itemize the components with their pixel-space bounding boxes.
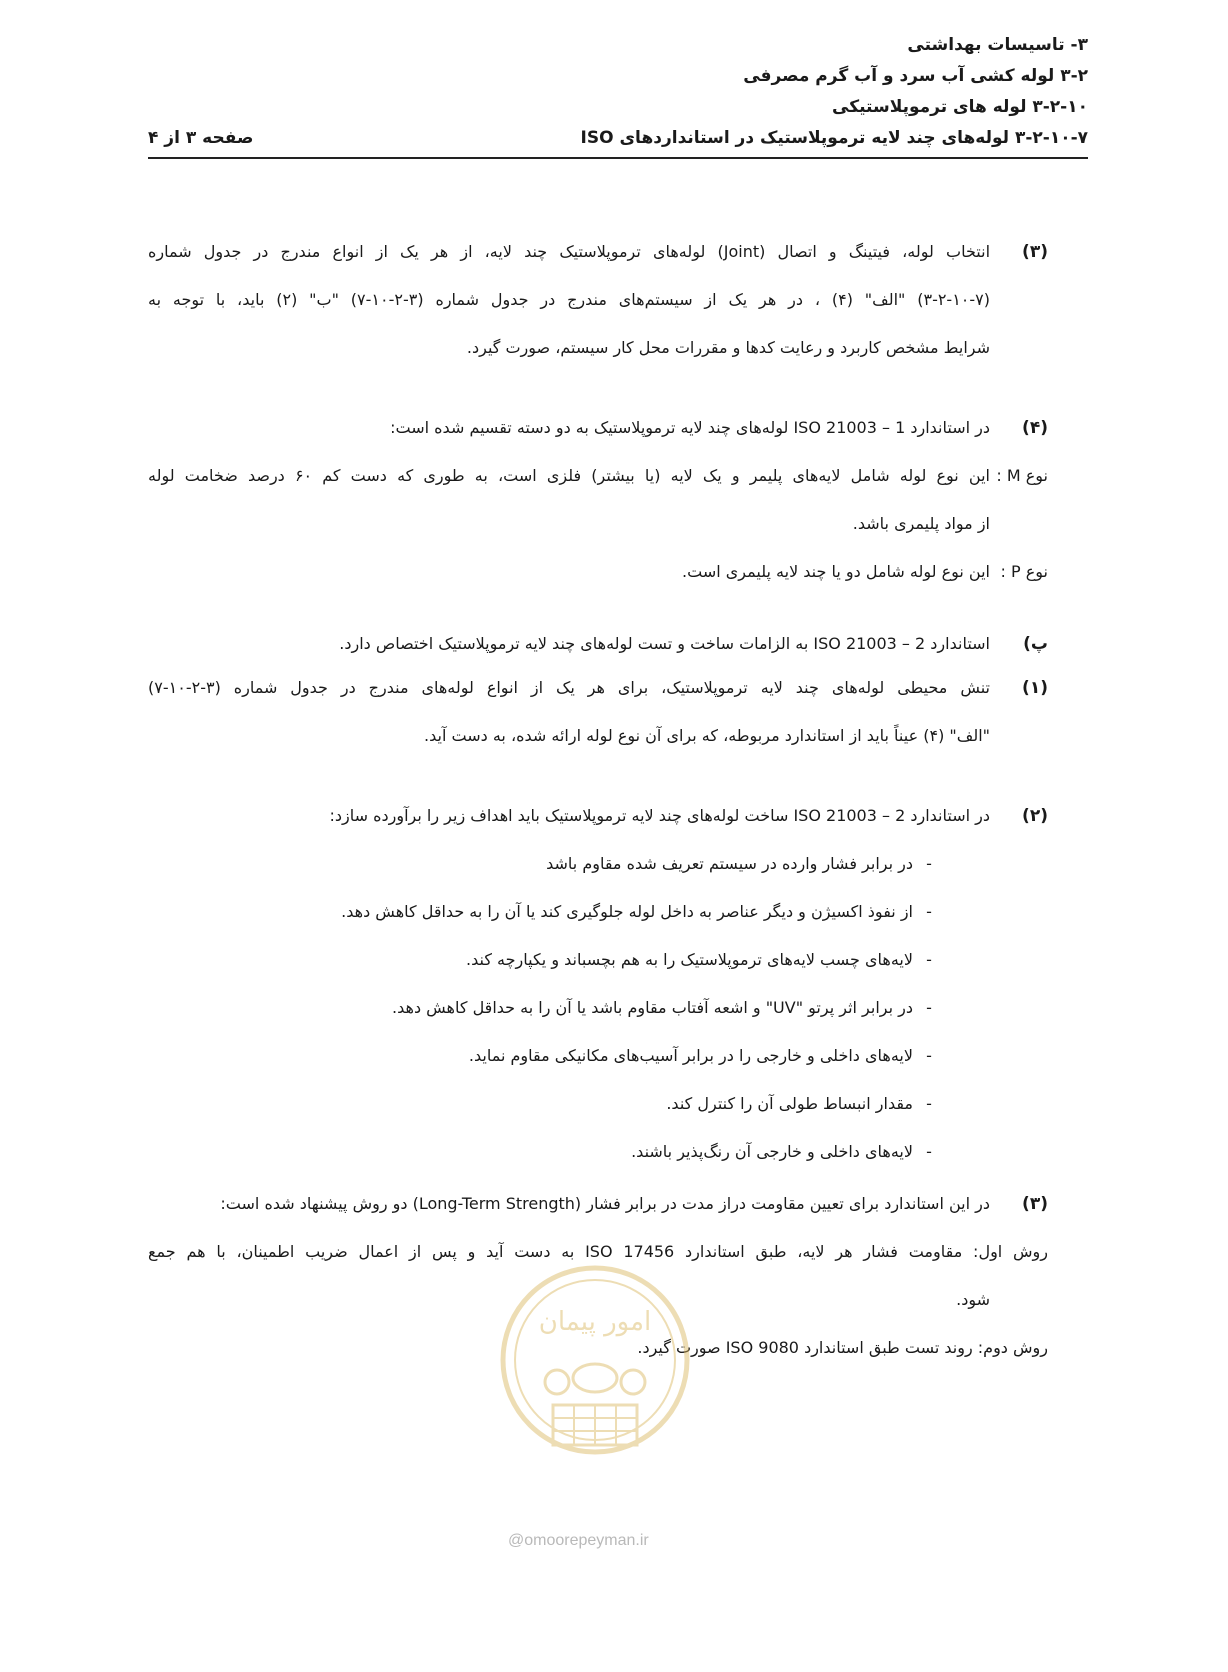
paragraph-number: (۴) — [1022, 418, 1048, 438]
header-chapter: ۳- تاسیسات بهداشتی — [907, 35, 1088, 55]
seal-watermark-icon — [495, 1260, 695, 1470]
paragraph-b — [148, 620, 1048, 668]
text-line: از مواد پلیمری باشد. — [852, 514, 990, 533]
iso-reference: ISO 17456 — [585, 1242, 675, 1261]
paragraph-number: (۳) — [1022, 1194, 1048, 1214]
paragraph-number: پ) — [1023, 634, 1048, 654]
text-line: تنش محیطی لوله‌های چند لایه ترموپلاستیک، برای هر یک از انواع لوله‌های مندرج در جدول شماره (۳-۲-۱۰-۷) — [148, 678, 990, 697]
text-line: روش اول: مقاومت فشار هر لایه، طبق استاندارد ISO 17456 به دست آید و پس از اعمال ضریب اطمینان، با هم جمع — [148, 1242, 1049, 1261]
iso-reference: ISO 21003 – 2 — [813, 634, 926, 653]
type-p-definition — [148, 548, 1048, 596]
text-line: استاندارد ISO 21003 – 2 به الزامات ساخت و تست لوله‌های چند لایه ترموپلاستیک اختصاص دارد. — [339, 634, 990, 653]
text-line: (۳-۲-۱۰-۷) "الف" (۴) ، در هر یک از سیستم‌های مندرج در جدول شماره (۳-۲-۱۰-۷) "ب" (۲) باید، با توجه به — [148, 290, 991, 309]
text-line: این نوع لوله شامل دو یا چند لایه پلیمری است. — [682, 562, 990, 581]
header-topic-row — [148, 123, 1088, 154]
website-watermark: @omoorepeyman.ir — [508, 1532, 649, 1549]
english-term: (Long-Term Strength) — [412, 1194, 582, 1213]
header-subsection: ۳-۲-۱۰ لوله های ترموپلاستیکی — [832, 97, 1088, 117]
objectives-list — [148, 840, 945, 1176]
paragraph-number: (۳) — [1022, 242, 1048, 262]
text-line: انتخاب لوله، فیتینگ و اتصال (Joint) لوله‌های ترموپلاستیک چند لایه، از هر یک از انواع مندرج در جدول شماره — [148, 242, 991, 261]
list-item: - در برابر فشار وارده در سیستم تعریف شده مقاوم باشد — [546, 854, 932, 873]
text-line: روش دوم: روند تست طبق استاندارد ISO 9080 صورت گیرد. — [637, 1338, 1048, 1357]
type-p-label: نوع P : — [1000, 562, 1048, 581]
text-line: شود. — [956, 1290, 990, 1309]
paragraph-a3 — [148, 228, 1048, 372]
header-topic: ۳-۲-۱۰-۷ لوله‌های چند لایه ترموپلاستیک در استانداردهای ISO — [580, 128, 1088, 148]
header-divider — [148, 157, 1088, 159]
seal-text: امور پیمان — [538, 1307, 652, 1337]
list-item: - از نفوذ اکسیژن و دیگر عناصر به داخل لوله جلوگیری کند یا آن را به حداقل کاهش دهد. — [341, 902, 932, 921]
paragraph-b2 — [148, 792, 1048, 1176]
page-header — [148, 30, 1088, 154]
paragraph-number: (۲) — [1022, 806, 1048, 826]
text-line: در استاندارد ISO 21003 – 2 ساخت لوله‌های چند لایه ترموپلاستیک باید اهداف زیر را برآورده سازد: — [329, 806, 990, 825]
text-line: در استاندارد ISO 21003 – 1 لوله‌های چند لایه ترموپلاستیک به دو دسته تقسیم شده است: — [390, 418, 990, 437]
text-line: در این استاندارد برای تعیین مقاومت دراز مدت در برابر فشار (Long-Term Strength) دو روش پیشنهاد شده است: — [220, 1194, 990, 1213]
header-section: ۳-۲ لوله کشی آب سرد و آب گرم مصرفی — [743, 66, 1088, 86]
paragraph-number: (۱) — [1022, 678, 1048, 698]
text-line: شرایط مشخص کاربرد و رعایت کدها و مقررات محل کار سیستم، صورت گیرد. — [466, 338, 990, 357]
iso-reference: ISO 9080 — [725, 1338, 799, 1357]
iso-reference: ISO 21003 – 1 — [793, 418, 906, 437]
text-line: این نوع لوله شامل لایه‌های پلیمر و یک لایه (یا بیشتر) فلزی است، به طوری که دست کم ۶۰ درصد ضخامت لوله — [148, 466, 990, 485]
page-number: صفحه ۳ از ۴ — [148, 128, 254, 148]
type-m-label: نوع M : — [996, 466, 1048, 485]
iso-reference: ISO 21003 – 2 — [793, 806, 906, 825]
list-item: - لایه‌های داخلی و خارجی آن رنگ‌پذیر باشند. — [631, 1142, 932, 1161]
type-m-definition — [148, 452, 1048, 548]
list-item: - لایه‌های داخلی و خارجی را در برابر آسیب‌های مکانیکی مقاوم نماید. — [468, 1046, 932, 1065]
text-line: "الف" (۴) عیناً باید از استاندارد مربوطه، که برای آن نوع لوله ارائه شده، به دست آید. — [424, 726, 990, 745]
paragraph-b1 — [148, 664, 1048, 760]
list-item: - در برابر اثر پرتو "UV" و اشعه آفتاب مقاوم باشد یا آن را به حداقل کاهش دهد. — [392, 998, 932, 1017]
paragraph-a4 — [148, 404, 1048, 596]
list-item: - مقدار انبساط طولی آن را کنترل کند. — [666, 1094, 932, 1113]
list-item: - لایه‌های چسب لایه‌های ترموپلاستیک را به هم بچسباند و یکپارچه کند. — [466, 950, 932, 969]
